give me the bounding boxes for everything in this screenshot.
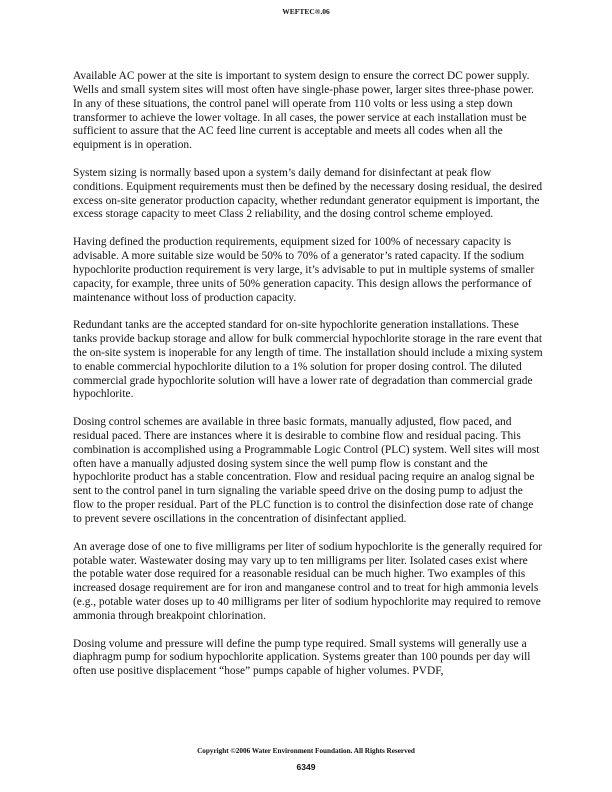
paragraph-redundant-tanks: Redundant tanks are the accepted standard for on-site hypochlorite generation installations. These tanks provide backup storage and allow for bulk commercial hypochlorite storage in the rare event that the on-site system is inoperable for any length of time. The installation should include a mixing system to enable commercial hypochlorite dilution to a 1% solution for proper dosing control. The diluted commercial grade hypochlorite solution will have a lower rate of degradation than commercial grade hypochlorite. <box>73 319 543 401</box>
page-number: 6349 <box>296 762 316 772</box>
paragraph-average-dose: An average dose of one to five milligrams per liter of sodium hypochlorite is the generally required for potable water. Wastewater dosing may vary up to ten milligrams per liter. Isolated cases exist where the potable water dose required for a reasonable residual can be much higher. Two examples of this increased dosage requirement are for iron and manganese control and to treat for high ammonia levels (e.g., potable water doses up to 40 milligrams per liter of sodium hypochlorite may required to remove ammonia through breakpoint chlorination. <box>73 540 543 622</box>
paragraph-system-sizing: System sizing is normally based upon a system’s daily demand for disinfectant at peak flow conditions. Equipment requirements must then be defined by the necessary dosing residual, the desired excess on-site generator production capacity, whether redundant generator equipment is important, the excess storage capacity to meet Class 2 reliability, and the dosing control scheme employed. <box>73 166 543 221</box>
paragraph-dosing-control: Dosing control schemes are available in three basic formats, manually adjusted, flow paced, and residual paced. There are instances where it is desirable to combine flow and residual pacing. This combination is accomplished using a Programmable Logic Control (PLC) system. Well sites will most often have a manually adjusted dosing system since the well pump flow is constant and the hypochlorite product has a stable concentration. Flow and residual pacing require an analog signal be sent to the control panel in turn signaling the variable speed drive on the dosing pump to adjust the flow to the proper residual. Part of the PLC function is to control the disinfection dose rate of change to prevent severe oscillations in the concentration of disinfectant applied. <box>73 416 540 525</box>
running-header: WEFTEC®.06 <box>282 7 330 16</box>
paragraph-ac-power: Available AC power at the site is important to system design to ensure the correct DC power supply. Wells and small system sites will most often have single-phase power, larger sites three-phase power. In any of these situations, the control panel will operate from 110 volts or less using a step down transformer to achieve the lower voltage. In all cases, the power service at each installation must be sufficient to assure that the AC feed line current is acceptable and meets all codes when all the equipment is in operation. <box>73 70 534 152</box>
copyright-notice: Copyright ©2006 Water Environment Foundation. All Rights Reserved <box>197 747 415 755</box>
body-text <box>73 70 543 693</box>
paragraph-production-requirements: Having defined the production requirements, equipment sized for 100% of necessary capacity is advisable. A more suitable size would be 50% to 70% of a generator’s rated capacity. If the sodium hypochlorite production requirement is very large, it’s advisable to put in multiple systems of smaller capacity, for example, three units of 50% generation capacity. This design allows the performance of maintenance without loss of production capacity. <box>73 236 535 304</box>
paragraph-dosing-volume: Dosing volume and pressure will define the pump type required. Small systems will generally use a diaphragm pump for sodium hypochlorite application. Systems greater than 100 pounds per day will often use positive displacement “hose” pumps capable of higher volumes. PVDF, <box>73 637 531 678</box>
